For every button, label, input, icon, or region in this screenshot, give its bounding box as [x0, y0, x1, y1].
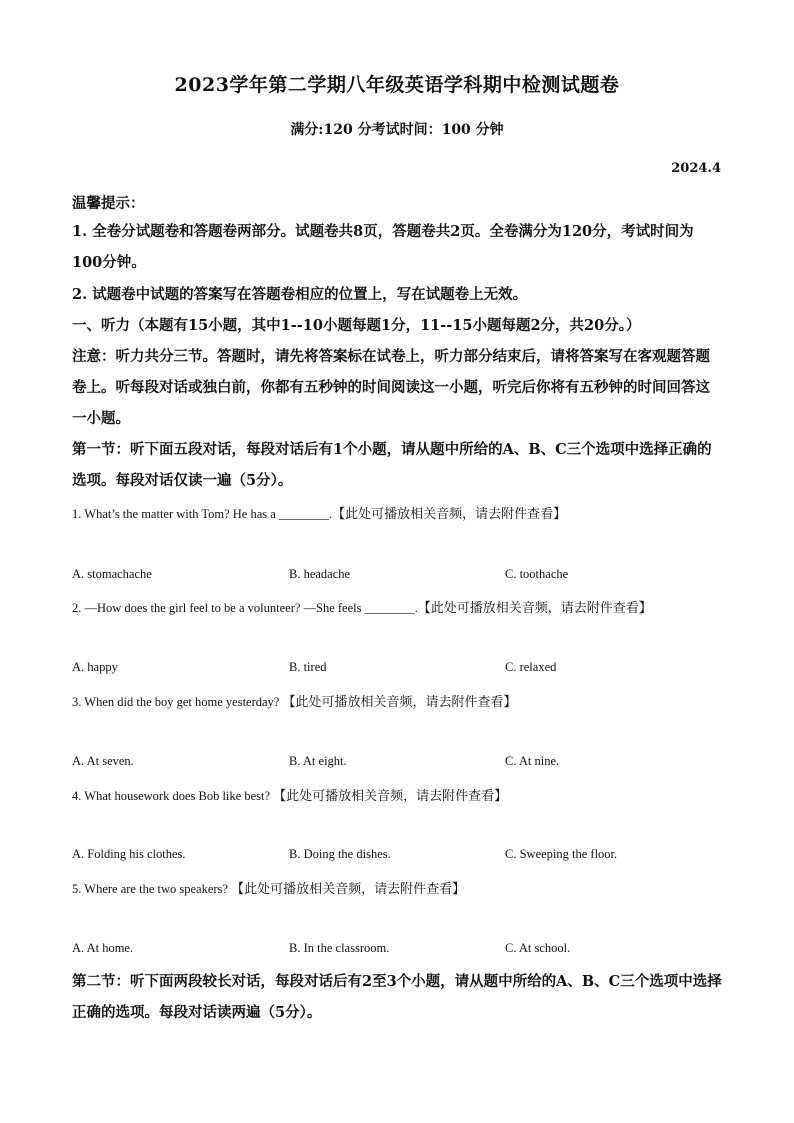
audio-note: 【此处可播放相关音频，请去附件查看】	[231, 882, 466, 897]
option-b: B. In the classroom.	[289, 941, 390, 955]
option-c: C. Sweeping the floor.	[505, 847, 618, 861]
option-b: B. At eight.	[289, 754, 347, 768]
option-a: A. Folding his clothes.	[72, 847, 186, 861]
question-1	[72, 503, 732, 522]
audio-note: 【此处可播放相关音频，请去附件查看】	[332, 507, 567, 522]
notice-heading: 温馨提示：	[72, 195, 145, 212]
audio-note: 【此处可播放相关音频，请去附件查看】	[417, 601, 652, 616]
question-stem: 1. What’s the matter with Tom? He has a ________.	[72, 507, 333, 521]
audio-note: 【此处可播放相关音频，请去附件查看】	[282, 695, 517, 710]
listening-note: 注意：听力共分三节。答题时，请先将答案标在试卷上，听力部分结束后，请将答案写在客观题答题卷上。听每段对话或独白前，你都有五秒钟的时间阅读这一小题，听完后你将有五秒钟的时间回答这一小题。	[72, 348, 710, 427]
notice-item-2: 2. 试题卷中试题的答案写在答题卷相应的位置上，写在试题卷上无效。	[72, 286, 528, 303]
question-2	[72, 597, 732, 616]
exam-title: 2023学年第二学期八年级英语学科期中检测试题卷	[174, 74, 620, 96]
part-1-instructions: 第一节：听下面五段对话，每段对话后有1个小题，请从题中所给的A、B、C三个选项中选择正确的选项。每段对话仅读一遍（5分）。	[72, 441, 712, 489]
question-stem: 2. —How does the girl feel to be a volunteer? —She feels ________.	[72, 601, 418, 615]
question-3	[72, 691, 732, 710]
exam-date: 2024.4	[671, 161, 721, 176]
option-a: A. stomachache	[72, 567, 152, 581]
question-stem: 4. What housework does Bob like best?	[72, 789, 270, 803]
exam-subtitle: 满分:120 分考试时间：100 分钟	[290, 122, 504, 138]
notice-item-1: 1. 全卷分试题卷和答题卷两部分。试题卷共8页，答题卷共2页。全卷满分为120分，考试时间为100分钟。	[72, 223, 694, 271]
option-b: B. Doing the dishes.	[289, 847, 391, 861]
option-c: C. At school.	[505, 941, 571, 955]
option-a: A. happy	[72, 660, 118, 674]
part-2-instructions: 第二节：听下面两段较长对话，每段对话后有2至3个小题，请从题中所给的A、B、C三个选项中选择正确的选项。每段对话读两遍（5分）。	[72, 973, 722, 1021]
option-c: C. relaxed	[505, 660, 557, 674]
option-b: B. tired	[289, 660, 327, 674]
question-stem: 5. Where are the two speakers?	[72, 882, 228, 896]
option-a: A. At seven.	[72, 754, 134, 768]
question-5	[72, 878, 732, 897]
section-1-heading: 一、听力（本题有15小题，其中1--10小题每题1分，11--15小题每题2分，共20分。）	[72, 317, 641, 334]
option-b: B. headache	[289, 567, 351, 581]
question-stem: 3. When did the boy get home yesterday?	[72, 695, 280, 709]
option-c: C. toothache	[505, 567, 569, 581]
option-a: A. At home.	[72, 941, 134, 955]
question-4	[72, 785, 732, 804]
audio-note: 【此处可播放相关音频，请去附件查看】	[273, 789, 508, 804]
option-c: C. At nine.	[505, 754, 560, 768]
